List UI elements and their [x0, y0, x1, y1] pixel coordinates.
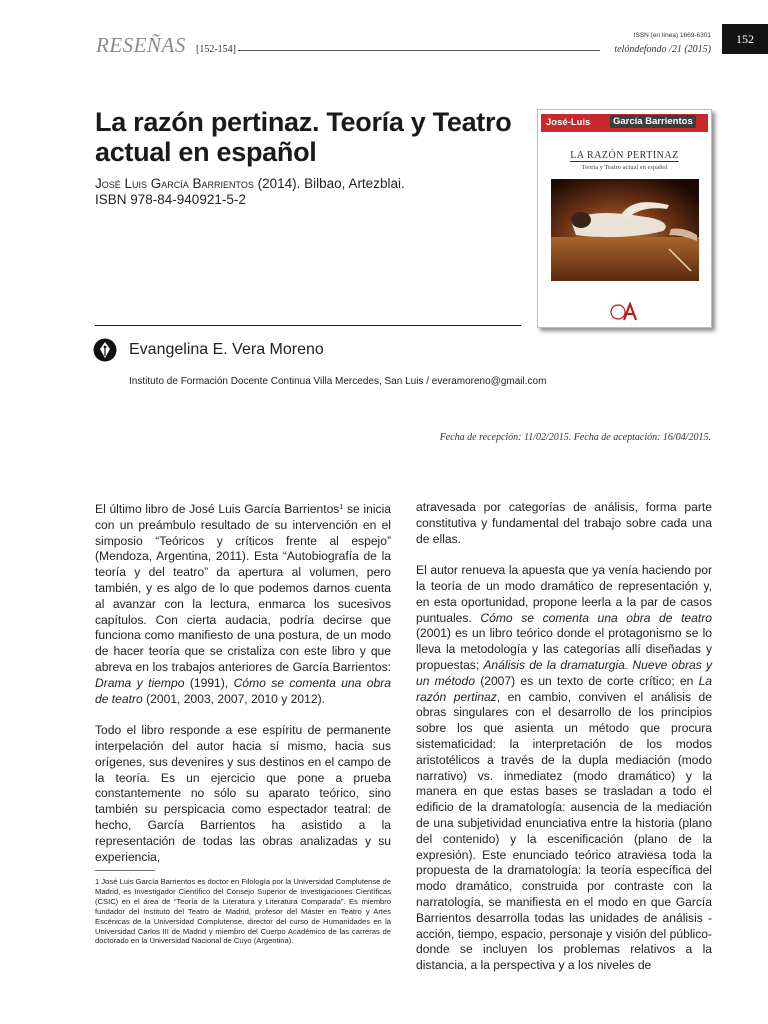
- page-number: 152: [722, 24, 768, 54]
- paragraph: Todo el libro responde a ese espíritu de permanente interpelación del autor hacia sí mismo, hacia sus orígenes, sus devenires y sus destinos en el campo de la teoría. Es un ejercicio que pone a prueba constantemente no sólo su aparato teórico, sino también su perspicacia como espectador teatral: de hecho, García Barrientos ha asistido a la representación de todas las obras analizadas y su experiencia,: [95, 723, 391, 864]
- book-cover: [537, 109, 712, 328]
- reception-dates: Fecha de recepción: 11/02/2015. Fecha de aceptación: 16/04/2015.: [439, 432, 711, 443]
- reviewer-name: Evangelina E. Vera Moreno: [129, 341, 324, 358]
- cover-photo: [551, 179, 699, 281]
- cover-author-last: García Barrientos: [610, 115, 696, 128]
- isbn: ISBN 978-84-940921-5-2: [95, 192, 246, 207]
- header-rule: [238, 50, 600, 51]
- cover-title: LA RAZÓN PERTINAZ: [570, 150, 679, 161]
- paragraph: El autor renueva la apuesta que ya venía haciendo por la teoría de un modo dramático de representación y, en esta oportunidad, propone leerla a la par de casos puntuales. Cómo se comenta una obra de teatro (2001) es un libro teórico donde el protagonismo se lo lleva la metodología y las categorías allí diseñadas y propuestas; Análisis de la dramaturgia. Nueve obras y un método (2007) es un texto de corte crítico; en La razón pertinaz, en cambio, conviven el análisis de obras singulares con el desarrollo de los principios sobre los que asienta un método que procura sistematicidad: la interpretación de los modos aristotélicos a través de la dupla mediación (modo narrativo) vs. inmediatez (modo dramático) y la manera en que estas bases se trasladan a todo el edificio de la dramatología: ausencia de la mediación de una subjetividad enunciativa entre la historia (plano del contenido) y la escenificación (plano de la expresión). Este enunciado teórico atraviesa toda la propuesta de la dramatología: la teoría específica del modo dramático, construida por contraste con la narratología, se manifiesta en el modo en que García Barrientos desarrolla todas las unidades de análisis -acción, tiempo, espacio, personaje y visión del público- donde se incluyen los problemas relativos a la distancia, a la perspectiva y a los niveles de: [416, 563, 713, 973]
- page-range: [152-154]: [196, 44, 236, 55]
- book-details: (2014). Bilbao, Artezblai.: [253, 176, 405, 191]
- article-title: La razón pertinaz. Teoría y Teatro actual en español: [95, 107, 512, 167]
- issn-label: ISSN (en línea) 1669-6301: [633, 32, 711, 39]
- paragraph: atravesada por categorías de análisis, forma parte constitutiva y fundamental del trabajo sobre cada una de ellas.: [416, 500, 712, 546]
- pen-nib-icon: [93, 338, 117, 362]
- reviewer-affiliation: Instituto de Formación Docente Continua Villa Mercedes, San Luis / everamoreno@gmail.com: [129, 376, 547, 387]
- book-author: José Luis García Barrientos: [95, 176, 254, 191]
- cover-author-first: José-Luis: [546, 117, 591, 128]
- footnote-marker[interactable]: 1: [339, 504, 344, 511]
- cover-subtitle: Teoría y Teatro actual en español: [581, 164, 668, 171]
- publisher-logo-icon: [610, 302, 638, 322]
- journal-name: telóndefondo /21 (2015): [614, 44, 711, 55]
- footnote: 1 José Luis García Barrientos es doctor en Filología por la Universidad Complutense de Madrid, es Investigador Científico del Consejo Superior de Investigaciones Científicas (CSIC) en el área de “Teoría de la Literatura y Literatura Comparada”. Es miembro fundador del Instituto del Teatro de Madrid, profesor del Máster en Teatro y Artes Escénicas de la Universidad Complutense, director del curso de Humanidades en la Universidad Carlos III de Madrid y miembro del Cuerpo Académico de las carreras de doctorado en la Universidad Nacional de Cuyo (Argentina).: [95, 877, 391, 946]
- paragraph: El último libro de José Luis García Barrientos$^1$ se inicia con un preámbulo resultado de su intervención en el simposio “Teóricos y críticos frente al espejo” (Mendoza, Argentina, 2011). Esta “Autobiografía de la teoría y del teatro” da apertura al volumen, pero también, y es algo de lo que podemos darnos cuenta al avanzar con la lectura, enmarca los sucesivos capítulos. Con cierta audacia, podría decirse que funciona como manifiesto de una postura, de un modo de hacer teoría que se cristaliza con este libro y que abreva en los trabajos anteriores de García Barrientos: Drama y tiempo (1991), Cómo se comenta una obra de teatro (2001, 2003, 2007, 2010 y 2012).: [95, 502, 391, 706]
- bibliographic-line: [95, 176, 405, 191]
- section-label: RESEÑAS: [96, 33, 186, 57]
- title-rule: [95, 325, 521, 326]
- body-column-left: [95, 500, 391, 865]
- footnote-rule: [95, 870, 155, 871]
- body-column-right: [416, 500, 712, 974]
